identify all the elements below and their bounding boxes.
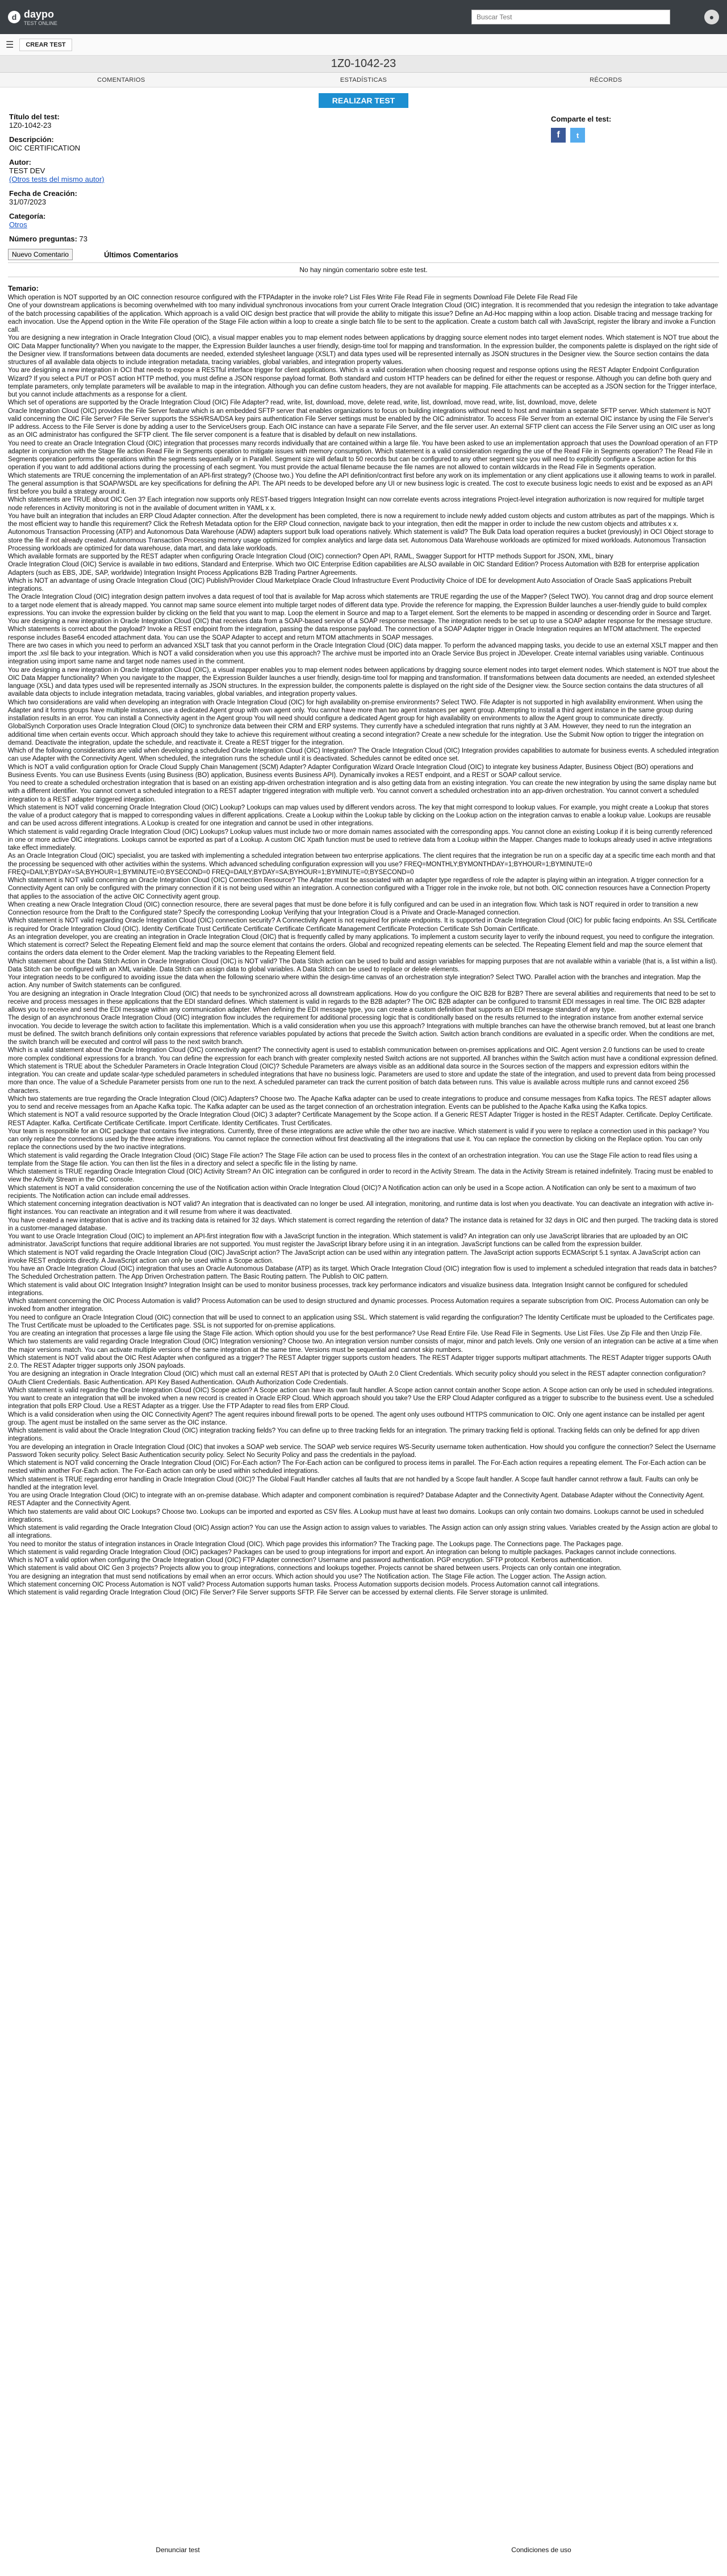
syllabus-paragraph: You have an Oracle Integration Cloud (OIC) integration that uses an Oracle Autonomous Database (ATP) as its target. Which Oracle Integration Cloud (OIC) integration flow is used to implement a scheduled integration that reads data in batches? The Scheduled Orchestration pattern. The App Driven Orchestration pattern. The Basic Routing pattern. The Publish to OIC pattern.: [8, 1266, 717, 1281]
syllabus-paragraph: You are designing a new integration in Oracle Integration Cloud (OIC), a visual mapper enables you to map element nodes between applications by dragging source element nodes into target element nodes. Which statement is NOT true about the OIC Data Mapper functionality? When you navigate to the mapper, the Expression Builder launches a user friendly, design-time tool for mapping and transformation. In the expression builder, the components palette is displayed on the right side of the Designer view. If transformations between data documents are needed, extended stylesheet language (XSLT) and data types used will be represented internally as JSON structures in the Designer view. the Source section contains the data structures of all available data objects to include integration metadata, tracing variables, global variables, and integration property values.: [8, 335, 719, 366]
facebook-icon[interactable]: f: [551, 128, 566, 143]
syllabus-paragraph: Which is NOT a valid configuration option for Oracle Cloud Supply Chain Management (SCM) Adapter? Adapter Configuration Wizard Oracle Integration Cloud (OIC) to integrate key business Adapter, Business Object (BO) operations and Business Events. You can use Business Events (using Business (BO) application, Business events Business API). Dynamically invokes a REST endpoint, and a REST or SOAP callout service.: [8, 763, 693, 779]
syllabus-paragraph: Which set of operations are supported by the Oracle Integration Cloud (OIC) File Adapter? read, write, list, download, move, delete read, write, list, download, move read, write, list, download, move, delete: [8, 399, 597, 407]
syllabus-paragraph: You are using Oracle Integration Cloud (OIC) to integrate with an on-premise database. Which adapter and component combination is required? Database Adapter and the Connectivity Agent. Database Adapter without the Connectivity Agent. REST Adapter and the Connectivity Agent.: [8, 1492, 705, 1508]
test-title-bar: [0, 56, 727, 73]
syllabus-paragraph: Which statement is NOT a valid resource supported by the Oracle Integration Cloud (OIC) 3 adapter? Certificate Management by the Scope action. If a Generic REST Adapter Trigger is hosted in the REST Adapter. Certificate. Deploy Certificate. REST Adapter. Kafka. Certificate Certificate Certificate. Import Certificate. Identity Certificates. Trust Certificates.: [8, 1112, 713, 1127]
syllabus-paragraph: Which statement is TRUE regarding Oracle Integration Cloud (OIC) Activity Stream? An OIC integration can be configured in order to record in the Activity Stream. The data in the Activity Stream is retained indefinitely. Tracing must be enabled to view the Activity Stream in the OIC console.: [8, 1168, 713, 1184]
syllabus-paragraph: You want to create an integration that will be invoked when a new record is created in Oracle ERP Cloud. Which approach should you take? Use the ERP Cloud Adapter configured as a trigger to subscribe to the business event. Use a scheduled integration that polls ERP Cloud. Use a REST Adapter as a trigger. Use the FTP Adapter to read files from ERP Cloud.: [8, 1395, 714, 1410]
syllabus-paragraph: Which statement is TRUE about the Scheduler Parameters in Oracle Integration Cloud (OIC)? Schedule Parameters are always visible as an additional data source in the Sources section of the mappers and expression editors within the integration. You can create and update scalar-type scheduled parameters in scheduled integrations that have no business logic. Parameters are used to store and update the state of the integration, and used to prevent data from being processed more than once. The value of a Schedule Parameter persists from one run to the next. A scheduled parameter can track the current position of batch data between runs. This value is available across multiple runs and cannot exceed 256 characters.: [8, 1063, 716, 1095]
syllabus-paragraph: There are two cases in which you need to perform an advanced XSLT task that you cannot perform in the Oracle Integration Cloud (OIC) data mapper. To perform the advanced mapping tasks, you decide to use an external XSLT mapper and then import the .xsl file back to your integration. Which is NOT a valid consideration when you use this approach? The archive must be imported into an Oracle Service Bus project in JDeveloper. Create internal variables using variable. Continuous integration using import same name and target node names used in the comment.: [8, 642, 718, 666]
syllabus-paragraph: Which statement concerning the OIC Process Automation is valid? Process Automation can be used to design structured and dynamic processes. Process Automation requires a separate subscription from OIC. Process Automation can only be invoked from another integration.: [8, 1298, 709, 1313]
syllabus-paragraph: The Oracle Integration Cloud (OIC) integration design pattern involves a data request of tool that is available for Map across which statements are TRUE regarding the use of the Mapper? (Select TWO). You cannot drag and drop source element to a target node element that is already mapped. You cannot map same source element into multiple target nodes of different data type. Provide the reference for mapping, the Expression Builder launches a user-friendly guide to build complex expressions. You can invoke the expression builder by clicking on the field that you want to map. Loop the element in Source and map to a Target element. Sort the elements to be mapped in ascending or descending order in Source and Target.: [8, 594, 713, 617]
fecha-label: Fecha de Creación:: [9, 189, 77, 198]
logo-subtitle: TEST ONLINE: [24, 20, 57, 26]
syllabus-paragraph: GlobalSynch Corporation uses Oracle Integration Cloud (OIC) to synchronize data between their CRM and ERP systems. They currently have a scheduled integration that runs nightly at 3 AM. However, they need to run the integration an additional time when certain events occur. Which approach should they take to achieve this requirement without creating a second integration? Create a new schedule for the integration. Use the Submit Now option to trigger the integration on demand. Deactivate the integration, update the schedule, and reactivate it. Create a REST trigger for the integration.: [8, 723, 704, 746]
syllabus-label: Temario:: [8, 284, 39, 293]
syllabus-paragraph: The design of an asynchronous Oracle Integration Cloud (OIC) integration flow includes the requirement for additional processing logic that is conditionally based on the results returned to the integration instance from another external service invocation. You decide to leverage the switch action to facilitate this implementation. Which is a valid consideration when you use this approach? Integrations with multiple branches can have the otherwise branch removed, but at least one branch must be defined. The switch branch definitions only contain expressions that reference variables populated by actions that precede the Switch action. Switch action branch conditions are evaluated in a specific order. When the conditions are met, the switch branch will be executed and control will pass to the next switch branch.: [8, 1014, 716, 1046]
descripcion-value: OIC CERTIFICATION: [9, 144, 81, 152]
syllabus-paragraph: Which operation is NOT supported by an OIC connection resource configured with the FTPAdapter in the invoke role? List Files Write File Read File in segments Download File Delete File Read File: [8, 294, 578, 301]
syllabus-paragraph: You are developing an integration in Oracle Integration Cloud (OIC) that invokes a SOAP web service. The SOAP web service requires WS-Security username token authentication. How should you configure the connection? Select the Username Password Token security policy. Select Basic Authentication security policy. Select No Security Policy and pass the credentials in the payload.: [8, 1443, 716, 1459]
syllabus-paragraph: Which is NOT a valid option when configuring the Oracle Integration Cloud (OIC) FTP Adapter connection? Username and password authentication. PGP encryption. SFTP protocol. Kerberos authentication.: [8, 1557, 603, 1564]
preguntas-value: 73: [79, 235, 87, 243]
field-fecha: [9, 189, 718, 206]
syllabus-paragraph: You need to monitor the status of integration instances in Oracle Integration Cloud (OIC). Which page provides this information? The Tracking page. The Lookups page. The Connections page. The Packages page.: [8, 1540, 623, 1548]
terms-link[interactable]: Condiciones de uso: [511, 2546, 571, 2554]
comments-section: [0, 249, 727, 277]
syllabus-paragraph: You need to configure an Oracle Integration Cloud (OIC) connection that will be used to connect to an application using SSL. Which statement is valid regarding the configuration? The Identity Certificate must be uploaded to the Certificates page. The Trust Certificate must be uploaded to the Certificates page. SSL is not supported for on-premise applications.: [8, 1314, 715, 1329]
tab-comentarios[interactable]: COMENTARIOS: [97, 77, 145, 83]
syllabus-paragraph: Which statement is valid regarding the Oracle Integration Cloud (OIC) Scope action? A Scope action can have its own fault handler. A Scope action cannot contain another Scope action. A Scope action can only be used in scheduled integrations.: [8, 1387, 714, 1394]
syllabus-paragraph: Which statement is valid about OIC Integration Insight? Integration Insight can be used to monitor business processes, track key performance indicators and visualize business data. Integration Insight cannot be configured for scheduled integrations.: [8, 1281, 688, 1297]
syllabus-paragraph: Which statement is valid regarding Oracle Integration Cloud (OIC) packages? Packages can be used to group integrations for import and export. An integration can belong to multiple packages. Packages cannot include connections.: [8, 1548, 676, 1556]
field-autor: [9, 158, 718, 183]
hamburger-menu-icon[interactable]: ☰: [6, 40, 14, 50]
syllabus-section: [0, 277, 727, 1597]
syllabus-paragraph: Autonomous Transaction Processing (ATP) and Autonomous Data Warehouse (ADW) adapters support bulk load operations natively. Which statement is valid? The Bulk Data load operation requires a bucket (previously) in OCI Object storage to store the file if not already created. Autonomous Transaction Processing memory usage optimized for complex analytics and large data set. Autonomous Data Warehouse workloads are optimized for mixed workloads. Autonomous Transaction Processing workloads are optimized for data warehouse, data mart, and data lake workloads.: [8, 529, 714, 552]
syllabus-paragraph: Oracle Integration Cloud (OIC) provides the File Server feature which is an embedded SFTP server that enables organizations to focus on building integrations without need to host and maintain a separate SFTP server. Which statement is NOT valid concerning the OIC File Server? File Server supports the SSH/RSA/DSA key pairs authentication File Server settings must be enabled by the OIC administrator. To access File Server from an external OIC instance by using the File Server's IP address. Access to the File Server is done by adding a user to the ServiceUsers group. Each OIC instance can have a separate File Server, and the file server user. An external SFTP client can access the File Server using an OIC user as long as an OIC administrator has configured the SFTP client. The file server component is a feature that is disabled by default on new installations.: [8, 407, 715, 439]
syllabus-paragraph: Which statement is valid regarding Oracle Integration Cloud (OIC) File Server? File Server supports SFTP. File Server can be accessed by external clients. File Server storage is unlimited.: [8, 1589, 549, 1596]
syllabus-paragraph: As an Oracle Integration Cloud (OIC) specialist, you are tasked with implementing a scheduled integration between two enterprise applications. The client requires that the integration be run on a specific day at a specific time each month and that the processing be sequenced with other activities within the systems. Which advanced scheduling configuration expression will you use? FREQ=MONTHLY;BYMONTHDAY=1;BYHOUR=1;BYMINUTE=0 FREQ=DAILY;BYDAY=SA;BYHOUR=1;BYMINUTE=0;BYSECOND=0 FREQ=DAILY;BYDAY=SA;BYHOUR=1;BYMINUTE=0;BYSECOND=0: [8, 853, 716, 876]
autor-value: TEST DEV: [9, 166, 45, 175]
syllabus-paragraph: You need to create a scheduled orchestration integration that is based on an existing app-driven orchestration integration and is also getting data from an existing integration. You can create the new integration by using the same display name but with a different identifier. You cannot convert a scheduled integration to a REST adapter triggered integration with multiple verb. You cannot convert a scheduled orchestration into an app-driven orchestration. You cannot convert a scheduled integration to a REST adapter triggered integration.: [8, 780, 716, 803]
syllabus-paragraph: You are creating an integration that processes a large file using the Stage File action. Which option should you use for the best performance? Use Read Entire File. Use Read File in Segments. Use List Files. Use Zip File and then Unzip File.: [8, 1330, 702, 1337]
titulo-label: Título del test:: [9, 112, 60, 121]
syllabus-paragraph: Which of the following considerations are valid when developing a scheduled Oracle Integration Cloud (OIC) Integration? The Oracle Integration Cloud (OIC) Integration provides capabilities to automate for business events. A scheduled integration can use Adapter with the Connectivity Agent. When scheduled, the integration runs the schedule until it is deactivated. Schedules cannot be edited once set.: [8, 748, 719, 763]
secondary-nav: [0, 34, 727, 56]
share-label: Comparte el test:: [551, 115, 612, 123]
syllabus-paragraph: Which is a valid consideration when using the OIC Connectivity Agent? The agent requires inbound firewall ports to be opened. The agent only uses outbound HTTPS communication to OIC. Only one agent instance can be installed per agent group. The agent must be installed on the same server as the OIC instance.: [8, 1411, 705, 1426]
syllabus-paragraph: Which statement is NOT valid concerning Oracle Integration Cloud (OIC) Lookup? Lookups can map values used by different vendors across. The key that might correspond to lookup values. For example, you might create a Lookup that stores the value of a product category that is mapped to corresponding values in different applications. Create a Lookup within the Lookup table by clicking on the Lookup action on the integration canvas to enable a lookup value. Lookups are reusable and can be used across different integrations. A Lookup is created for one integration and cannot be used in other integrations.: [8, 804, 711, 828]
syllabus-paragraph: You are designing an integration that must send notifications by email when an error occurs. Which action should you use? The Notification action. The Stage File action. The Logger action. The Assign action.: [8, 1573, 607, 1580]
syllabus-paragraph: You have built an integration that includes an ERP Cloud Adapter connection. After the development has been completed, there is now a requirement to include newly added custom objects and custom attributes as part of the mappings. Which is the most efficient way to handle this requirement? Click the Refresh Metadata option for the ERP Cloud connection, navigate back to your integration, then edit the mapper in order to include the new custom objects and attributes x x.: [8, 512, 715, 528]
new-comment-button[interactable]: Nuevo Comentario: [8, 249, 73, 260]
preguntas-label: Número preguntas:: [9, 235, 77, 243]
syllabus-paragraph: Which statement concerning OIC Process Automation is NOT valid? Process Automation supports human tasks. Process Automation supports decision models. Process Automation cannot call integrations.: [8, 1581, 600, 1588]
syllabus-paragraph: Which statement is valid regarding Oracle Integration Cloud (OIC) Lookups? Lookup values must include two or more domain names associated with the corresponding apps. You cannot clone an existing Lookup if it is being currently referenced in one or more active OIC integrations. Lookups cannot be exported as part of a Lookup. A custom OIC Xpath function must be used to retrieve data from a Lookup within the Mapper. Changes made to lookups already used in active integrations take effect immediately.: [8, 828, 713, 851]
syllabus-paragraph: Which two statements are valid about OIC Lookups? Choose two. Lookups can be imported and exported as CSV files. A Lookup must have at least two domains. Lookups can only contain two domains. Lookups cannot be used in scheduled integrations.: [8, 1508, 704, 1523]
test-tabs: [0, 73, 727, 87]
report-test-link[interactable]: Denunciar test: [156, 2546, 200, 2554]
syllabus-paragraph: You have created a new integration that is active and its tracking data is retained for 32 days. Which statement is correct regarding the retention of data? The instance data is retained for 32 days in OIC and then purged. The tracking data is stored in a customer-managed database.: [8, 1217, 718, 1232]
syllabus-paragraph: Which statement is NOT valid regarding the Oracle Integration Cloud (OIC) JavaScript action? The JavaScript action can be used within any integration pattern. The JavaScript action supports ECMAScript 5.1 syntax. A JavaScript action can invoke REST endpoints directly. A JavaScript action can only be used within a Scope action.: [8, 1249, 700, 1264]
fecha-value: 31/07/2023: [9, 198, 47, 206]
test-code-title: 1Z0-1042-23: [331, 57, 396, 70]
share-box: [551, 115, 619, 143]
syllabus-paragraph: You need to create an Oracle Integration Cloud (OIC) integration that processes many records individually that are contained within a large file. You have been asked to use an implementation approach that uses the Download operation of an FTP adapter in conjunction with the Stage file action Read File in Segments operation to mitigate issues with memory consumption. Which statement is a valid consideration regarding the use of the Read File in Segments operation? The Read File in Segments operation performs the operations within the segments sequentially or in Parallel. Segment size will default to 50 records but can be configured to any other segment size you will need to explicitly configure a Scope action for this operation if you want to add additional actions during the processing of each segment. You must provide the actual filename because the file names are not allowed to contain wildcards in the Read File in Segments operation.: [8, 440, 718, 471]
tab-estadisticas[interactable]: ESTADÍSTICAS: [340, 77, 387, 83]
syllabus-paragraph: You are designing a new integration in OCI that needs to expose a RESTful interface trigger for client applications. Which is a valid consideration when choosing request and response options using the REST Adapter Endpoint Configuration Wizard? If you select a PUT or POST action HTTP method, you must define a JSON response payload format. Both standard and custom HTTP headers can be defined for either the request or response. Although you can define both query and template parameters, only template parameters will be available to map in the integration. Although you can define custom headers, they are not available for mapping. File attachments can be accepted as a JSON section for the Trigger interface, but you cannot include attachments as a response for a client.: [8, 367, 717, 398]
syllabus-paragraph: Which statement is TRUE regarding error handling in Oracle Integration Cloud (OIC)? The Global Fault Handler catches all faults that are not handled by a Scope fault handler. A Scope fault handler cannot rethrow a fault. Faults can only be handled at the integration level.: [8, 1476, 699, 1491]
syllabus-paragraph: Which is NOT an advantage of using Oracle Integration Cloud (OIC) Publish/Provider Cloud Marketplace Oracle Cloud Infrastructure Event Productivity Choice of IDE for development Auto Association of Oracle SaaS applications Prebuilt integrations.: [8, 577, 692, 592]
logo-icon: d: [8, 11, 20, 23]
titulo-value: 1Z0-1042-23: [9, 121, 52, 130]
syllabus-paragraph: Which is a valid statement about the Oracle Integration Cloud (OIC) connectivity agent? The connectivity agent is used to establish communication between on-premises applications and OIC. Agent version 2.0 functions can be used to create more complex conditional expressions for a branch. You can define the expression for each branch with greater complexity nested Switch actions are not supported. All branches within the Switch action must have a conditional expression defined.: [8, 1047, 718, 1062]
take-test-button[interactable]: REALIZAR TEST: [319, 93, 408, 108]
comments-title: Últimos Comentarios: [104, 250, 178, 259]
syllabus-paragraph: Which statements are TRUE concerning the implementation of an API-first strategy? (Choose two.) You define the API definition/contract first before any work on its implementation or any client applications use it allowing teams to work in parallel. The general assumption is that SOAP/WSDL are key specifications for defining the API. The API needs to be developed before any UI or new business logic is created. The cost to execute business logic needs to exist and be exposed as an API first before you build a strategy around it.: [8, 472, 716, 495]
syllabus-paragraph: Which statement is valid regarding the Oracle Integration Cloud (OIC) Assign action? You can use the Assign action to assign values to variables. The Assign action can only assign string values. Variables created by the Assign action are global to all integrations.: [8, 1525, 718, 1540]
logo-text: daypo: [24, 8, 55, 20]
syllabus-paragraph: Your team is responsible for an OIC package that contains five integrations. Currently, three of these integrations are active while the other two are inactive. Which statement is valid if you were to replace a connection used in this package? You can only replace the connections used by the three active integrations. You cannot replace the connection without first deactivating all the integrations that use it. You can replace the connection by clicking on the Replace option. You can only replace the connections used by the two inactive integrations.: [8, 1128, 709, 1151]
syllabus-paragraph: Which statement about the Data Stitch Action in Oracle Integration Cloud (OIC) is NOT valid? The Data Stitch action can be used to build and assign variables for mapping purposes that are not available within a variable (that is, a list within a list). Data Stitch can be configured with an XML variable. Data Stitch can assign data to global variables. A Data Stitch can be used to replace or delete elements.: [8, 958, 717, 973]
syllabus-paragraph: Which statement is NOT valid concerning an Oracle Integration Cloud (OIC) Connection Resource? The Adapter must be associated with an adapter type regardless of role the adapter is playing within an integration. A trigger connection for a Connectivity Agent can only be configured with the primary connection if it is not being used within an integration. A connection configured with a Trigger role in the invoke role, but not both. OIC connection resources have a Connection Property that applies to the association of the active OIC Connectivity agent group.: [8, 877, 711, 900]
syllabus-paragraph: Oracle Integration Cloud (OIC) Service is available in two editions, Standard and Enterprise. Which two OIC Enterprise Edition capabilities are ALSO available in OIC Standard Edition? Process Automation with B2B for enterprise application Adapters (such as EBS, JDE, SAP, worldwide) Integration Insight Process Applications B2B Trading Partner Agreements.: [8, 561, 700, 577]
twitter-icon[interactable]: t: [570, 128, 585, 143]
test-info: [0, 112, 727, 243]
syllabus-paragraph: Which statement is valid about OIC Gen 3 projects? Projects allow you to group integrations, connections and lookups together. Projects cannot be shared between users. Projects can only contain one integration.: [8, 1565, 622, 1572]
tab-records[interactable]: RÉCORDS: [590, 77, 622, 83]
create-test-button[interactable]: CREAR TEST: [19, 39, 72, 51]
syllabus-paragraph: Which statement is NOT valid concerning the Oracle Integration Cloud (OIC) For-Each action? The For-Each action can be configured to process items in parallel. The For-Each action requires a repeating element. The For-Each action can be nested within another For-Each action. The For-Each action can only be used within scheduled integrations.: [8, 1460, 706, 1475]
syllabus-paragraph: Which two considerations are valid when developing an integration with Oracle Integration Cloud (OIC) for high availability on-premise environments? Select TWO. File Adapter is not supported in high availability environment. When using the Adapter and it forms groups have multiple instances, use a dedicated Agent group with own agent only. You cannot have more than two agent instances per agent group. Attempting to install a third agent instance in the same group during installation results in an error. You can install a Connectivity agent in the Agent group You will need should configure a dedicated Agent group for high availability on environments to allow the Agent group to communicate directly.: [8, 699, 703, 722]
syllabus-paragraph: Your integration needs to be configured to avoiding issue the data when the following scenario where within the design-time canvas of an orchestration style integration? Select TWO. Parallel action with the branches and integration. Map the action. Any number of Switch statements can be configured.: [8, 974, 701, 990]
syllabus-body: [8, 294, 719, 1597]
syllabus-paragraph: One of your downstream applications is becoming overwhelmed with too many individual synchronous invocations from your current Oracle Integration Cloud (OIC) integration. It is recommended that you redesign the integration to take advantage of the batch processing capabilities of the application. Which approach is a valid OIC design best practice that will provide the ability to mitigate this issue? Define an Ad-Hoc mapping within a loop action. Disable tracing and message tracking for each invocation. Use the Append option in the Write File operation of the Stage File action within a loop to create a single batch file to be sent to the application. Create a custom batch call with JavaScript, register the library and invoke a Function call.: [8, 302, 718, 333]
page-footer: [0, 2546, 727, 2554]
categoria-label: Categoría:: [9, 212, 46, 220]
autor-label: Autor:: [9, 158, 31, 166]
field-preguntas: [9, 235, 718, 243]
syllabus-paragraph: You are designing a new integration in Oracle Integration Cloud (OIC) that receives data from a SOAP-based service of a SOAP response message. The integration needs to be set up to use a SOAP adapter response for the message structure. Which statements is correct about the payload? Invoke a REST endpoint from the integration, passing the data response payload. The connection of a SOAP Adapter trigger in Oracle Integration requires an MTOM attachment. The expected response includes Base64 encoded attachment data. You can use the SOAP Adapter to accept and return MTOM attachments in SOAP messages.: [8, 618, 713, 641]
syllabus-paragraph: When creating a new Oracle Integration Cloud (OIC) connection resource, there are several pages that must be done before it is fully configured and can be used in an integration flow. Which task is NOT required in order to transition a new Connection resource from the Draft to the Configured state? Specify the corresponding Lookup Verifying that your Integration Cloud is a Private and Oracle-Managed connection.: [8, 901, 698, 916]
syllabus-paragraph: Which two statements are valid regarding Oracle Integration Cloud (OIC) Integration versioning? Choose two. An integration version number consists of major, minor and patch levels. Only one version of an integration can be active at a time when the major versions match. You can activate multiple versions of the same integration at the same time. Versions must be sequential and cannot skip numbers.: [8, 1338, 718, 1354]
syllabus-paragraph: As an integration developer, you are creating an integration in Oracle Integration Cloud (OIC) that is frequently called by many applications. To implement a custom security layer to verify the inbound request, you need to configure the integration. Which statement is correct? Select the Repeating Element field and map the source element that contains the orders. Global and recognized repeating elements can be selected. The Repeating Element field and map the source element that contains the orders data element to the Order element. Map the tracking variables to the Repeating Element field.: [8, 933, 715, 957]
search-input[interactable]: [471, 10, 670, 24]
syllabus-paragraph: Which statement is NOT valid about the OIC Rest Adapter when configured as a trigger? The REST Adapter trigger supports custom headers. The REST Adapter trigger supports multipart attachments. The REST Adapter trigger supports OAuth 2.0. The REST Adapter trigger supports only JSON payloads.: [8, 1354, 711, 1370]
syllabus-paragraph: Which statement is valid regarding the Oracle Integration Cloud (OIC) Stage File action? The Stage File action can be used to process files in the context of an orchestration integration. You can use the Stage File action to read files using a template from the Stage file action. You can then list the files in a directory and select a specific file in the listing by name.: [8, 1152, 697, 1167]
field-categoria: [9, 212, 718, 229]
syllabus-paragraph: Which two statements are true regarding the Oracle Integration Cloud (OIC) Adapters? Choose two. The Apache Kafka adapter can be used to create integrations to produce and consume messages from Kafka topics. The REST adapter allows you to send and receive messages from an Apache Kafka topic. The Kafka adapter can be used as the target connection of an orchestration integration. Events can be published to the Apache Kafka using the Kafka topics.: [8, 1095, 711, 1110]
site-logo[interactable]: [8, 9, 57, 26]
syllabus-paragraph: Which statement is valid about the Oracle Integration Cloud (OIC) integration tracking fields? You can define up to three tracking fields for an integration. The primary tracking field is optional. Tracking fields can only be defined for app driven integrations.: [8, 1427, 700, 1443]
comments-empty-message: No hay ningún comentario sobre este test.: [8, 263, 719, 277]
syllabus-paragraph: Which statement is NOT valid regarding Oracle Integration Cloud (OIC) connection security? A Connectivity Agent is not required for private endpoints. It is supported in Oracle Integration Cloud (OIC) for public facing endpoints. An SSL Certificate is required for Oracle Integration Cloud (OIC). Identity Certificate Trust Certificate Certificate Certificate Certificate Management Certificate Protection Certificate Ssh Domain Certificate.: [8, 917, 717, 933]
syllabus-paragraph: You are designing an integration in Oracle Integration Cloud (OIC) which must call an external REST API that is protected by OAuth 2.0 Client Credentials. Which security policy should you select in the REST adapter connection configuration? OAuth Client Credentials. Basic Authentication. API Key Based Authentication. OAuth Authorization Code Credentials.: [8, 1371, 706, 1386]
syllabus-paragraph: You are designing an integration in Oracle Integration Cloud (OIC) that needs to be synchronized across all downstream applications. How do you configure the OIC B2B for B2B? There are several abilities and requirements that need to be set to receive and process messages in these applications that the EDI standard defines. Which statement is valid in regards to the B2B adapter? The OIC B2B adapter can be configured to transmit EDI messages in real time. The OIC B2B adapter allows you to receive and send the EDI message within any communication adapter. When defining the EDI message type, you can create a custom definition that supports an EDI message standard of any type.: [8, 990, 716, 1013]
top-navbar: [0, 0, 727, 34]
syllabus-paragraph: Which statement is NOT a valid consideration concerning the use of the Notification action within Oracle Integration Cloud (OIC)? A Notification action can only be used in a Scope action. A Notification can only be sent to a maximum of two recipients. The Notification action can include email addresses.: [8, 1184, 696, 1200]
categoria-link[interactable]: Otros: [9, 220, 27, 229]
descripcion-label: Descripción:: [9, 135, 54, 144]
syllabus-paragraph: You are designing a new integration in Oracle Integration Cloud (OIC), a visual mapper enables you to map element nodes between applications by dragging source element nodes into target element nodes. Which statement is NOT true about the OIC Data Mapper functionality? When you navigate to the mapper, the Expression Builder launches a user friendly, design-time tool for mapping and transformation. If transformations between data documents are needed, an extended stylesheet language (XSL) and data types used will be represented internally as JSON structures. In the expression builder, the components palette is displayed on the right side of the Designer view. the Source section contains the data structures of all available data objects to include integration metadata, tracing variables, global variables, and integration property values.: [8, 666, 719, 698]
syllabus-paragraph: Which statement concerning integration deactivation is NOT valid? An integration that is deactivated can no longer be used. All integration, monitoring, and runtime data is lost when you deactivate. You can deactivate an integration with active in-flight instances. You can reactivate an integration and it will resume from where it was deactivated.: [8, 1201, 714, 1216]
syllabus-paragraph: Which available formats are supported by the REST adapter when configuring Oracle Integration Cloud (OIC) connection? Open API, RAML, Swagger Support for HTTP methods Support for JSON, XML, binary: [8, 553, 613, 560]
syllabus-paragraph: Which statements are TRUE about OIC Gen 3? Each integration now supports only REST-based triggers Integration Insight can now correlate events across integrations Project-level integration authorization is now required for multiple target node references in Activity monitoring is not in the available of document written in YAML x x.: [8, 496, 704, 512]
user-avatar-icon[interactable]: ●: [704, 10, 719, 24]
syllabus-paragraph: You want to use Oracle Integration Cloud (OIC) to implement an API-first integration flow with a JavaScript function in the integration. Which statement is valid? An integration can only use JavaScript libraries that are uploaded by an OIC administrator. JavaScript functions that require additional libraries are not supported. You must register the JavaScript library before using it in an integration. JavaScript functions can be called from the expression builder.: [8, 1233, 688, 1249]
other-tests-link[interactable]: (Otros tests del mismo autor): [9, 175, 105, 183]
